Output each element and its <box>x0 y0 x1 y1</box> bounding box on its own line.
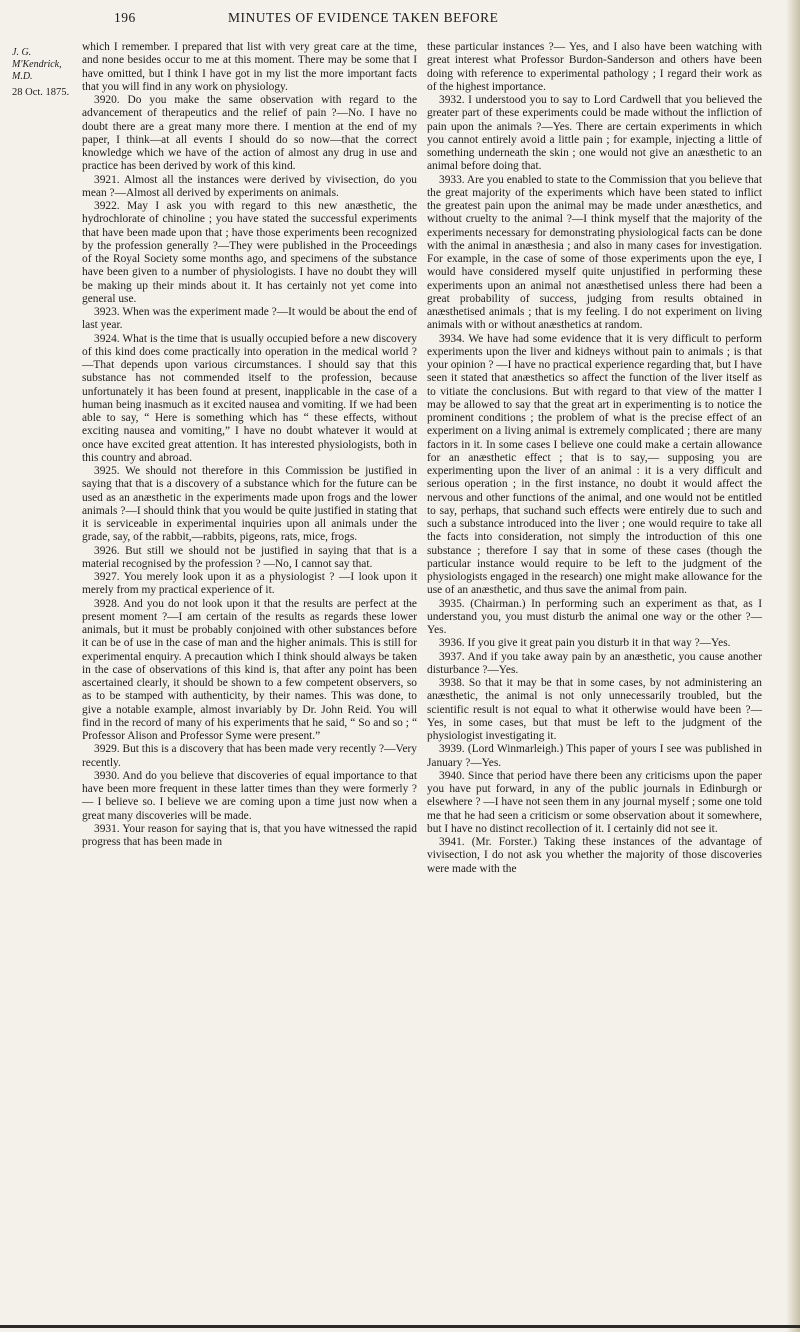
page-header <box>0 10 800 30</box>
left-column <box>82 41 417 849</box>
paragraph: 3939. (Lord Winmarleigh.) This paper of yours I see was published in January ?—Yes. <box>427 743 762 769</box>
margin-note <box>12 47 72 99</box>
paragraph: 3933. Are you enabled to state to the Commission that you believe that the great majority of the experiments which have been stated to inflict the greatest pain upon the animal may be made under anæsthetics, and without cruelty to the animal ?—I think myself that the majority of the experiments necessary for demonstrating physiological facts can be done with the animal in anæsthesia ; and also in many cases for investigation. For example, in the case of some of those experiments upon the eye, I would have considered myself quite unjustified in performing these experiments upon an animal not anæsthetised unless there had been a great probability of success, judging from results obtained in anæsthetised animals ; that is my feeling. I do not experiment on living animals with or without anæsthetics at random. <box>427 173 762 332</box>
page-number: 196 <box>114 10 136 25</box>
paragraph: 3937. And if you take away pain by an anæsthetic, you cause another disturbance ?—Yes. <box>427 650 762 676</box>
paragraph: 3928. And you do not look upon it that the results are perfect at the present moment ?—I am certain of the results as regards these lower animals, but it must be probably conjoined with other substances before it can be of use in the case of man and the higher animals. This is still for experimental enquiry. A precaution which I think should always be taken in the case of observations of this kind is, that after any point has been ascertained clearly, it should be shown to a few competent observers, so as to be stamped with authenticity, by their names. This was done, to give a notable example, almost invariably by Dr. John Reid. You will find in the record of many of his experiments that he said, “ So and so ; “ Professor Alison and Professor Syme were present.” <box>82 597 417 742</box>
paragraph: 3921. Almost all the instances were derived by vivisection, do you mean ?—Almost all derived by experiments on animals. <box>82 173 417 199</box>
paragraph: 3924. What is the time that is usually occupied before a new discovery of this kind does come practically into operation in the medical world ?—That depends upon various circumstances. I should say that this substance has not commended itself to the profession, because unfortunately it has been found at present, inapplicable in the case of a human being inasmuch as it excited nausea and vomiting. If we had been able to say, “ Here is something which has “ these effects, without exciting nausea and vomiting,” I have no doubt whatever it would at once have excited great attention. It has interested physiologists, both in this country and abroad. <box>82 332 417 464</box>
paragraph: 3929. But this is a discovery that has been made very recently ?—Very recently. <box>82 743 417 769</box>
paragraph: 3935. (Chairman.) In performing such an experiment as that, as I understand you, you must disturb the animal one way or the other ?—Yes. <box>427 597 762 636</box>
paragraph: 3926. But still we should not be justified in saying that that is a material recognised by the profession ? —No, I cannot say that. <box>82 544 417 570</box>
paragraph: 3934. We have had some evidence that it is very difficult to perform experiments upon the liver and kidneys without pain to animals ; is that your opinion ? —I have no practical experience regarding that, but I have seen it stated that anæsthetics so affect the function of the liver itself as to vitiate the conclusions. But with regard to that view of the matter I may be allowed to say that the great art in experimenting is to notice the prominent conditions ; the problem of what is the precise effect of an experiment on a living animal is extremely complicated ; there are many factors in it. In some cases I believe one could make a certain allowance for an anæsthetic effect ; that is to say,— supposing you are experimenting upon the liver of an animal : it is a very difficult and serious operation ; in the first instance, no doubt it would affect the nervous and other functions of the animal, and one would not be entitled to say, perhaps, that suchand such effects were entirely due to such and such a substance introduced into the liver ; one would require to take all the facts into consideration, not simply the introduction of this one substance ; therefore I say that in some of these cases (though the particular instance would require to be left to the judgment of the physiologists engaged in the research) one might make allowance for the use of an anæsthetic, and thus save the animal from pain. <box>427 332 762 597</box>
paragraph: 3925. We should not therefore in this Commission be justified in saying that that is a discovery of a substance which for the future can be used as an anæsthetic in the experiments made upon frogs and the lower animals ?—I should think that you would be quite justified in stating that it is serviceable in experimental inquiries upon all animals under the grade, say, of the rabbit,—rabbits, pigeons, rats, mice, frogs. <box>82 465 417 544</box>
right-column <box>427 41 762 876</box>
witness-initial: J. G. <box>12 47 32 58</box>
paragraph: these particular instances ?— Yes, and I also have been watching with great interest what Professor Burdon-Sanderson and others have been doing with reference to experimental pathology ; I regard their work as of the highest importance. <box>427 41 762 93</box>
witness-degree: M.D. <box>12 71 33 82</box>
witness-surname: M'Kendrick, <box>12 59 62 70</box>
paragraph: 3923. When was the experiment made ?—It would be about the end of last year. <box>82 306 417 332</box>
paragraph: 3938. So that it may be that in some cases, by not administering an anæsthetic, the animal is not only unnecessarily troubled, but the scientific result is not equal to what it otherwise would have been ?—Yes, in some cases, but that must be left to the judgment of the physiologist investigating it. <box>427 677 762 742</box>
paragraph: 3927. You merely look upon it as a physiologist ? —I look upon it merely from my practical experience of it. <box>82 571 417 597</box>
paragraph: 3922. May I ask you with regard to this new anæsthetic, the hydrochlorate of chinoline ; you have stated the successful experiments that have been made upon that ; have those experiments been recognized by the profession generally ?—They were published in the Proceedings of the Royal Society some months ago, and specimens of the substance have been given to a number of physiologists. I have no doubt they will be making up their minds about it. It has certainly not yet come into general use. <box>82 200 417 305</box>
paragraph: 3932. I understood you to say to Lord Cardwell that you believed the greater part of these experiments could be made without the infliction of pain upon the animals ?—Yes. There are certain experiments in which you cannot entirely avoid a little pain ; for example, injecting a little of something underneath the skin ; one would not give an anæsthetic to an animal before doing that. <box>427 94 762 173</box>
paragraph: 3940. Since that period have there been any criticisms upon the paper you have put forward, in any of the public journals in Edinburgh or elsewhere ? —I have not seen them in any journal myself ; some one told me that he had seen a criticism or some observation about it somewhere, but I have no distinct recollection of it. I certainly did not see it. <box>427 769 762 835</box>
paragraph: 3941. (Mr. Forster.) Taking these instances of the advantage of vivisection, I do not ask you whether the majority of those discoveries were made with the <box>427 836 762 875</box>
paragraph: 3931. Your reason for saying that is, that you have witnessed the rapid progress that has been made in <box>82 822 417 848</box>
paragraph: 3930. And do you believe that discoveries of equal importance to that have been more frequent in these latter times than they were formerly ? — I believe so. I believe we are coming upon a time just now when a great many discoveries will be made. <box>82 769 417 822</box>
paragraph: which I remember. I prepared that list with very great care at the time, and none besides occur to me at this moment. There may be some that I have omitted, but I think I have got in my list the more important facts that you will find in any work on physiology. <box>82 41 417 93</box>
hearing-date: 28 Oct. 1875. <box>12 87 70 98</box>
paragraph: 3936. If you give it great pain you disturb it in that way ?—Yes. <box>439 637 731 650</box>
bottom-rule <box>0 1325 800 1328</box>
scan-edge-shadow <box>786 0 800 1332</box>
paragraph: 3920. Do you make the same observation with regard to the advancement of therapeutics and the relief of pain ?—No. I have no doubt there are a great many more there. I mention at the end of my paper, I think—at all events I should do so now—that the correct knowledge which we have of the action of almost any drug in use and practice has been derived by work of this kind. <box>82 94 417 173</box>
running-head: MINUTES OF EVIDENCE TAKEN BEFORE <box>228 10 499 25</box>
